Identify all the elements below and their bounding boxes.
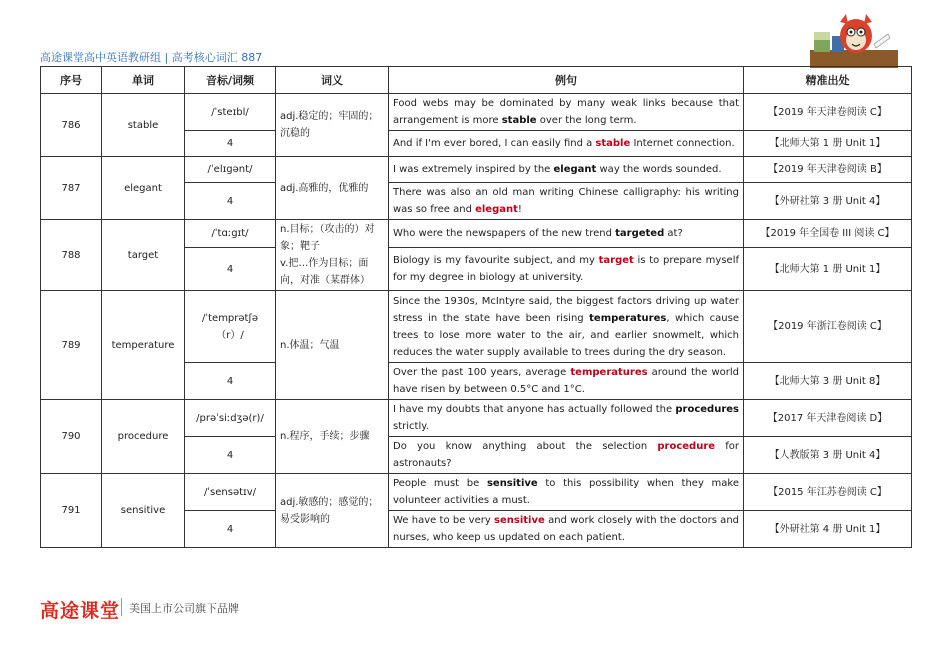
- col-header-word: 单词: [102, 67, 185, 94]
- example-sentence: Do you know anything about the selection procedure for astronauts?: [389, 437, 744, 474]
- col-header-number: 序号: [41, 67, 102, 94]
- example-sentence: Food webs may be dominated by many weak links because that arrangement is more stable over the long term.: [389, 94, 744, 131]
- entry-frequency: 4: [185, 183, 276, 220]
- example-sentence: I have my doubts that anyone has actually followed the procedures strictly.: [389, 400, 744, 437]
- entry-word: target: [102, 220, 185, 291]
- keyword: sensitive: [486, 478, 538, 489]
- entry-number: 786: [41, 94, 102, 157]
- example-source: 【2019 年天津卷阅读 B】: [744, 157, 912, 183]
- col-header-source: 精准出处: [744, 67, 912, 94]
- entry-meaning: n.程序，手续；步骤: [276, 400, 389, 474]
- example-sentence: Over the past 100 years, average temperatures around the world have risen by between 0.5°C and 1°C.: [389, 363, 744, 400]
- entry-word: temperature: [102, 291, 185, 400]
- vocab-table: [40, 66, 912, 548]
- entry-word: procedure: [102, 400, 185, 474]
- table-row: [41, 400, 912, 437]
- footer-divider: [121, 598, 122, 616]
- keyword: stable: [501, 115, 537, 126]
- entry-meaning: n.体温；气温: [276, 291, 389, 400]
- entry-number: 791: [41, 474, 102, 548]
- keyword: targeted: [615, 228, 665, 240]
- example-source: 【北师大第 1 册 Unit 1】: [744, 131, 912, 157]
- entry-meaning-noun: n.目标；（攻击的）对象；靶子: [280, 224, 375, 252]
- entry-number: 787: [41, 157, 102, 220]
- example-source: 【人教版第 3 册 Unit 4】: [744, 437, 912, 474]
- example-sentence: People must be sensitive to this possibility when they make volunteer activities a must.: [389, 474, 744, 511]
- entry-number: 789: [41, 291, 102, 400]
- table-row: [41, 220, 912, 248]
- entry-phonetic: /ˈtemprətʃə（r）/: [185, 291, 276, 363]
- footer-slogan: 美国上市公司旗下品牌: [129, 602, 239, 615]
- example-sentence: Who were the newspapers of the new trend targeted at?: [389, 220, 744, 248]
- example-source: 【外研社第 4 册 Unit 1】: [744, 511, 912, 548]
- entry-word: sensitive: [102, 474, 185, 548]
- entry-phonetic: /ˈsteɪbl/: [185, 94, 276, 131]
- example-sentence: Biology is my favourite subject, and my target is to prepare myself for my degree in biology at university.: [389, 248, 744, 291]
- entry-number: 790: [41, 400, 102, 474]
- brand-logo: 高途课堂: [40, 600, 121, 622]
- entry-number: 788: [41, 220, 102, 291]
- entry-phonetic: /ˈsensətɪv/: [185, 474, 276, 511]
- entry-phonetic: /ˈelɪgənt/: [185, 157, 276, 183]
- keyword: temperatures: [589, 312, 667, 324]
- example-source: 【2017 年天津卷阅读 D】: [744, 400, 912, 437]
- entry-frequency: 4: [185, 511, 276, 548]
- example-sentence: And if I'm ever bored, I can easily find a stable Internet connection.: [389, 131, 744, 157]
- entry-meaning: adj.稳定的；牢固的；沉稳的: [276, 94, 389, 157]
- example-source: 【外研社第 3 册 Unit 4】: [744, 183, 912, 220]
- keyword: procedures: [675, 404, 739, 415]
- example-source: 【2019 年全国卷 III 阅读 C】: [744, 220, 912, 248]
- table-header-row: [41, 67, 912, 94]
- table-row: [41, 474, 912, 511]
- entry-word: stable: [102, 94, 185, 157]
- entry-meaning: adj.敏感的；感觉的；易受影响的: [276, 474, 389, 548]
- col-header-example: 例句: [389, 67, 744, 94]
- table-row: [41, 157, 912, 183]
- example-source: 【2015 年江苏卷阅读 C】: [744, 474, 912, 511]
- entry-frequency: 4: [185, 437, 276, 474]
- keyword: elegant: [475, 204, 518, 215]
- entry-frequency: 4: [185, 363, 276, 400]
- example-sentence: Since the 1930s, McIntyre said, the biggest factors driving up water stress in the state have been rising temperatures, which cause trees to lose more water to the air, and earlier snowmelt, which reduces the water supply available to trees during the dry season.: [389, 291, 744, 363]
- cartoon-mascot-icon: [808, 10, 900, 70]
- example-sentence: There was also an old man writing Chinese calligraphy: his writing was so free and elegant!: [389, 183, 744, 220]
- keyword: sensitive: [494, 515, 545, 526]
- example-source: 【2019 年浙江卷阅读 C】: [744, 291, 912, 363]
- page-header-title: 高途课堂高中英语教研组 | 高考核心词汇 887: [40, 51, 263, 64]
- entry-phonetic: /prəˈsiːdʒə(r)/: [185, 400, 276, 437]
- entry-frequency: 4: [185, 131, 276, 157]
- col-header-meaning: 词义: [276, 67, 389, 94]
- example-source: 【北师大第 3 册 Unit 8】: [744, 363, 912, 400]
- entry-meaning-verb: v.把…作为目标；面向，对准（某群体）: [280, 258, 370, 286]
- entry-meaning: [276, 220, 389, 291]
- keyword: stable: [595, 138, 631, 149]
- keyword: temperatures: [570, 367, 648, 378]
- example-sentence: We have to be very sensitive and work closely with the doctors and nurses, who keep us updated on each patient.: [389, 511, 744, 548]
- keyword: target: [598, 255, 634, 267]
- entry-meaning: adj.高雅的，优雅的: [276, 157, 389, 220]
- col-header-phonetic: 音标/词频: [185, 67, 276, 94]
- example-sentence: I was extremely inspired by the elegant way the words sounded.: [389, 157, 744, 183]
- example-source: 【2019 年天津卷阅读 C】: [744, 94, 912, 131]
- keyword: elegant: [553, 164, 597, 175]
- entry-word: elegant: [102, 157, 185, 220]
- entry-phonetic: /ˈtɑːgɪt/: [185, 220, 276, 248]
- example-source: 【北师大第 1 册 Unit 1】: [744, 248, 912, 291]
- keyword: procedure: [657, 441, 716, 452]
- entry-frequency: 4: [185, 248, 276, 291]
- table-row: [41, 291, 912, 363]
- table-row: [41, 94, 912, 131]
